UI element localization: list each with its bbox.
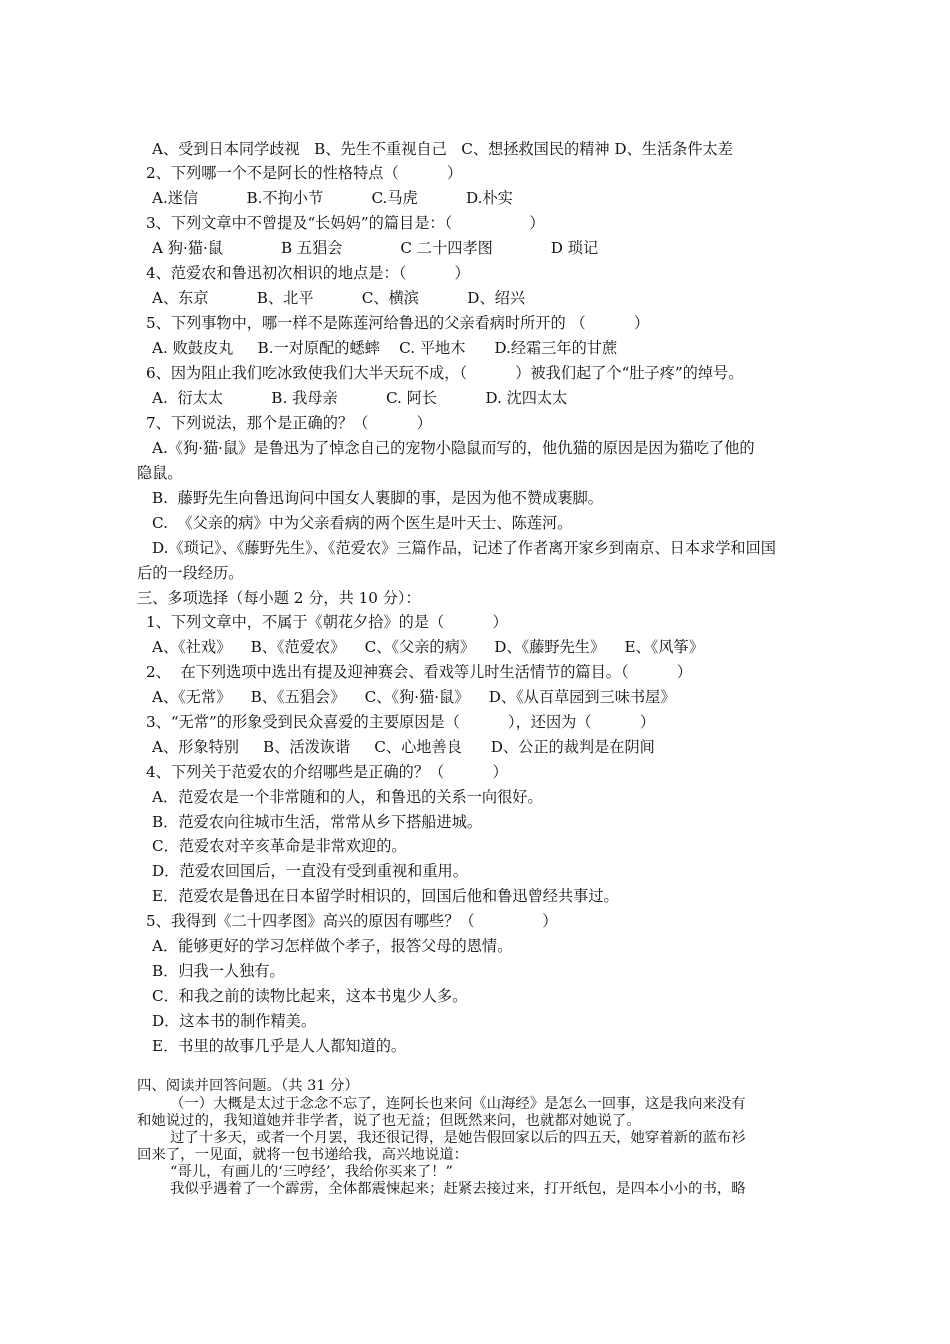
q6-options: A、受到日本同学歧视 B、先生不重视自己 C、想拯救国民的精神 D、生活条件太差 (152, 140, 733, 158)
m5-option-e: E．书里的故事几乎是人人都知道的。 (152, 1037, 407, 1055)
passage-line-4: 回来了，一见面，就将一包书递给我，高兴地说道： (137, 1147, 468, 1163)
q7-option-b: B. 藤野先生向鲁迅询问中国女人裹脚的事，是因为他不赞成裹脚。 (152, 489, 603, 507)
q7-option-a: A.《狗·猫·鼠》是鲁迅为了悼念自己的宠物小隐鼠而写的，他仇猫的原因是因为猫吃了他的 (152, 439, 755, 457)
q2-options: A.迷信 B.不拘小节 C.马虎 D.朴实 (152, 189, 513, 207)
passage-line-1: （一）大概是太过于念念不忘了，连阿长也来问《山海经》是怎么一回事，这是我向来没有 (170, 1096, 746, 1112)
passage-line-2: 和她说过的，我知道她并非学者，说了也无益；但既然来问，也就都对她说了。 (137, 1113, 641, 1129)
q6-stem: 6、因为阻止我们吃冰致使我们大半天玩不成，（ ）被我们起了个“肚子疼”的绰号。 (146, 364, 744, 382)
q4-options: A、东京 B、北平 C、横滨 D、绍兴 (152, 289, 526, 307)
q3-options: A 狗·猫·鼠 B 五猖会 C 二十四孝图 D 琐记 (152, 239, 599, 257)
m2-stem: 2、 在下列选项中选出有提及迎神赛会、看戏等儿时生活情节的篇目。（ ） (146, 663, 692, 681)
m5-option-c: C．和我之前的读物比起来，这本书鬼少人多。 (152, 987, 468, 1005)
m4-option-d: D．范爱农回国后，一直没有受到重视和重用。 (152, 862, 468, 880)
passage-line-6: 我似乎遇着了一个霹雳，全体都震悚起来；赶紧去接过来，打开纸包，是四本小小的书，略 (170, 1181, 746, 1197)
section-3-heading: 三、多项选择（每小题 2 分，共 10 分）： (137, 589, 421, 607)
section-4-heading: 四、阅读并回答问题。（共 31 分） (137, 1078, 359, 1094)
q7-stem: 7、下列说法，那个是正确的？（ ） (146, 414, 432, 432)
m3-options: A、形象特别 B、活泼诙谐 C、心地善良 D、公正的裁判是在阴间 (152, 738, 655, 756)
m4-option-c: C．范爱农对辛亥革命是非常欢迎的。 (152, 837, 407, 855)
passage-line-3: 过了十多天，或者一个月罢，我还很记得，是她告假回家以后的四五天，她穿着新的蓝布衫 (170, 1130, 746, 1146)
m5-option-d: D．这本书的制作精美。 (152, 1012, 317, 1030)
m4-stem: 4、下列关于范爱农的介绍哪些是正确的？（ ） (146, 763, 508, 781)
m4-option-a: A．范爱农是一个非常随和的人，和鲁迅的关系一向很好。 (152, 788, 543, 806)
m1-stem: 1、下列文章中，不属于《朝花夕拾》的是（ ） (146, 613, 508, 631)
q7-option-c: C. 《父亲的病》中为父亲看病的两个医生是叶天士、陈莲河。 (152, 514, 573, 532)
m3-stem: 3、“无常”的形象受到民众喜爱的主要原因是（ ），还因为（ ） (146, 713, 656, 731)
m5-stem: 5、我得到《二十四孝图》高兴的原因有哪些？（ ） (146, 912, 558, 930)
q5-stem: 5、下列事物中，哪一样不是陈莲河给鲁迅的父亲看病时所开的 （ ） (146, 314, 650, 332)
q2-stem: 2、下列哪一个不是阿长的性格特点（ ） (146, 164, 463, 182)
q7-option-d: D.《琐记》、《藤野先生》、《范爱农》三篇作品，记述了作者离开家乡到南京、日本求学和回国 (152, 539, 776, 557)
m1-options: A、《社戏》 B、《范爱农》 C、《父亲的病》 D、《藤野先生》 E、《风筝》 (152, 638, 704, 656)
m5-option-b: B．归我一人独有。 (152, 962, 285, 980)
q3-stem: 3、下列文章中不曾提及“长妈妈”的篇目是：（ ） (146, 214, 545, 232)
q7-option-a-cont: 隐鼠。 (137, 464, 183, 482)
m2-options: A、《无常》 B、《五猖会》 C、《狗·猫·鼠》 D、《从百草园到三味书屋》 (152, 688, 676, 706)
m5-option-a: A．能够更好的学习怎样做个孝子，报答父母的恩情。 (152, 937, 513, 955)
m4-option-b: B．范爱农向往城市生活，常常从乡下搭船进城。 (152, 813, 483, 831)
q7-option-d-cont: 后的一段经历。 (137, 564, 244, 582)
passage-line-5: “哥儿，有画儿的‘三哼经’，我给你买来了！” (170, 1164, 453, 1180)
q5-options: A. 败鼓皮丸 B.一对原配的蟋蟀 C. 平地木 D.经霜三年的甘蔗 (152, 339, 618, 357)
q4-stem: 4、范爱农和鲁迅初次相识的地点是：（ ） (146, 264, 470, 282)
m4-option-e: E．范爱农是鲁迅在日本留学时相识的，回国后他和鲁迅曾经共事过。 (152, 887, 619, 905)
q6b-options: A. 衍太太 B. 我母亲 C. 阿长 D. 沈四太太 (152, 389, 568, 407)
